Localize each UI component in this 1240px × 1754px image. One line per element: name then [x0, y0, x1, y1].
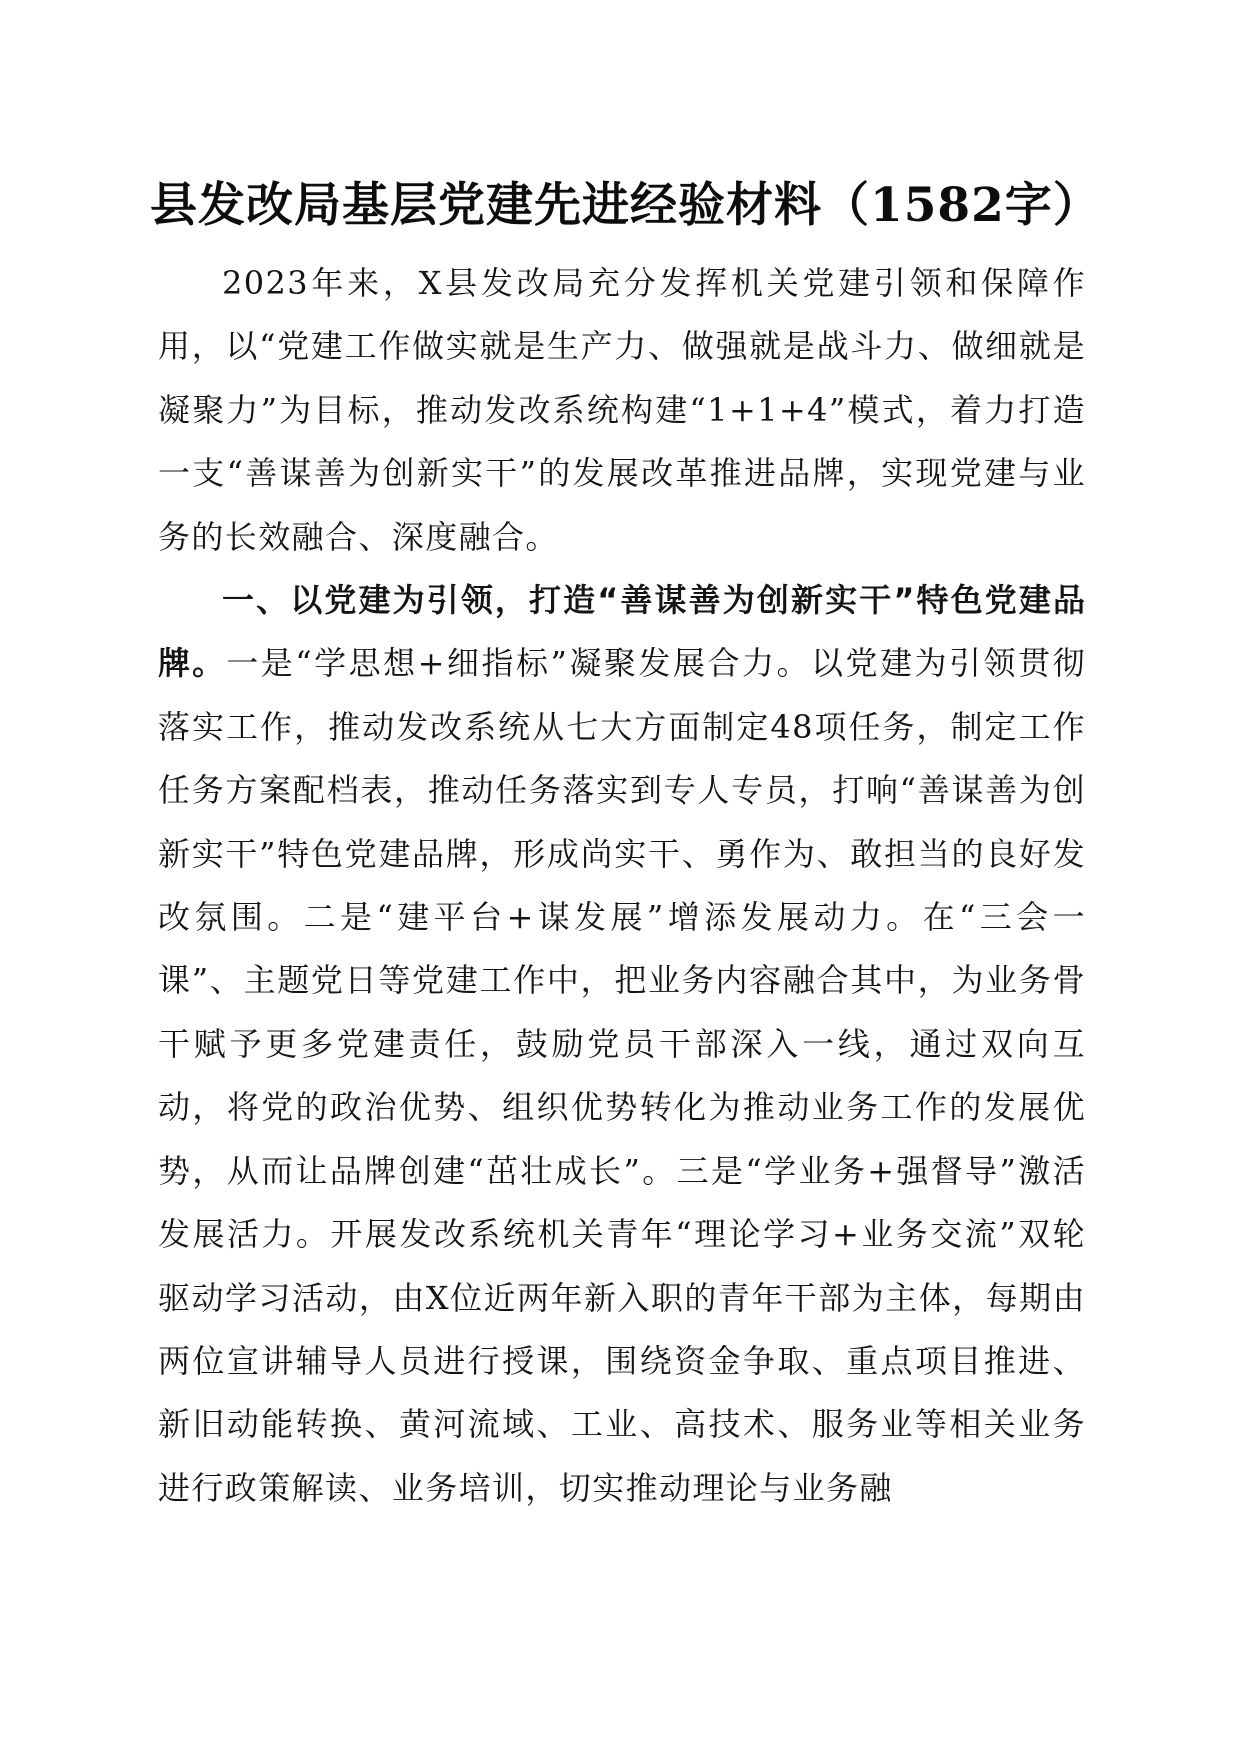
intro-paragraph-text: 2023年来，X县发改局充分发挥机关党建引领和保障作用，以“党建工作做实就是生产力、做强就是战斗力、做细就是凝聚力”为目标，推动发改系统构建“1+1+4”模式，着力打造一支“善谋善为创新实干”的发展改革推进品牌，实现党建与业务的长效融合、深度融合。 — [158, 264, 1086, 556]
intro-paragraph — [158, 252, 1086, 569]
section-one-paragraph — [158, 569, 1086, 1520]
section-one-text: 一是“学思想+细指标”凝聚发展合力。以党建为引领贯彻落实工作，推动发改系统从七大方面制定48项任务，制定工作任务方案配档表，推动任务落实到专人专员，打响“善谋善为创新实干”特色党建品牌，形成尚实干、勇作为、敢担当的良好发改氛围。二是“建平台+谋发展”增添发展动力。在“三会一课”、主题党日等党建工作中，把业务内容融合其中，为业务骨干赋予更多党建责任，鼓励党员干部深入一线，通过双向互动，将党的政治优势、组织优势转化为推动业务工作的发展优势，从而让品牌创建“茁壮成长”。三是“学业务+强督导”激活发展活力。开展发改系统机关青年“理论学习+业务交流”双轮驱动学习活动，由X位近两年新入职的青年干部为主体，每期由两位宣讲辅导人员进行授课，围绕资金争取、重点项目推进、新旧动能转换、黄河流域、工业、高技术、服务业等相关业务进行政策解读、业务培训，切实推动理论与业务融 — [158, 644, 1086, 1507]
document-title: 县发改局基层党建先进经验材料（1582字） — [150, 178, 1101, 233]
document-body — [158, 252, 1086, 1520]
section-one-heading: 一、以党建为引领，打造“善谋善为创新实干”特色党建品牌。 — [158, 581, 1086, 683]
